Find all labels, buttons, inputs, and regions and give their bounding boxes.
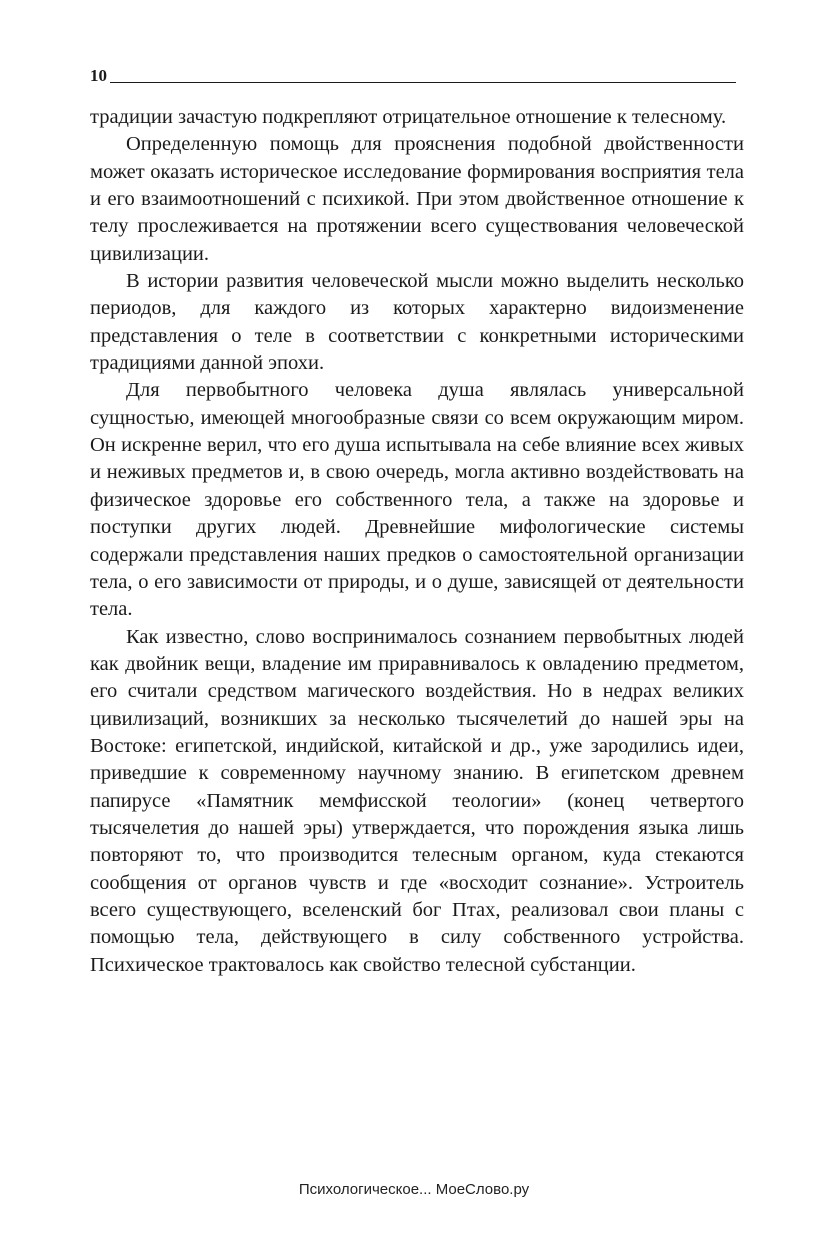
paragraph-continued: традиции зачастую подкрепляют отрицательное отношение к телесному.	[90, 106, 727, 128]
page-footer: Психологическое... МоеСлово.ру	[298, 1181, 530, 1198]
paragraph: Для первобытного человека душа являлась универсальной сущностью, имеющей многообразные связи со всем окружающим миром. Он искренне верил, что его душа испытывала на себе влияние всех живых и неживых предметов и, в свою очередь, могла активно воздействовать на физическое здоровье его собственного тела, а также на здоровье и поступки других людей. Древнейшие мифологические системы содержали представления наших предков о самостоятельной организации тела, о его зависимости от природы, и о душе, зависящей от деятельности тела.	[90, 379, 744, 621]
header-rule	[110, 82, 736, 83]
paragraph: Как известно, слово воспринималось сознанием первобытных людей как двойник вещи, владение им приравнивалось к овладению предметом, его считали средством магического воздействия. Но в недрах великих цивилизаций, возникших за несколько тысячелетий до нашей эры на Востоке: египетской, индийской, китайской и др., уже зародились идеи, приведшие к современному научному знанию. В египетском древнем папирусе «Памятник мемфисской теологии» (конец четвертого тысячелетия до нашей эры) утверждается, что порождения языка лишь повторяют то, что производится телесным органом, куда стекаются сообщения от органов чувств и где «восходит сознание». Устроитель всего существующего, вселенский бог Птах, реализовал свои планы с помощью тела, действующего в силу собственного устройства. Психическое трактовалось как свойство телесной субстанции.	[90, 625, 744, 976]
page-number: 10	[90, 66, 107, 85]
paragraph: В истории развития человеческой мысли можно выделить несколько периодов, для каждого из которых характерно видоизменение представления о теле в соответствии с конкретными историческими традициями данной эпохи.	[90, 270, 744, 375]
page-header	[90, 66, 736, 86]
paragraph: Определенную помощь для прояснения подобной двойственности может оказать историческое исследование формирования восприятия тела и его взаимоотношений с психикой. При этом двойственное отношение к телу прослеживается на протяжении всего существования человеческой цивилизации.	[90, 133, 744, 265]
text-body	[90, 104, 744, 979]
